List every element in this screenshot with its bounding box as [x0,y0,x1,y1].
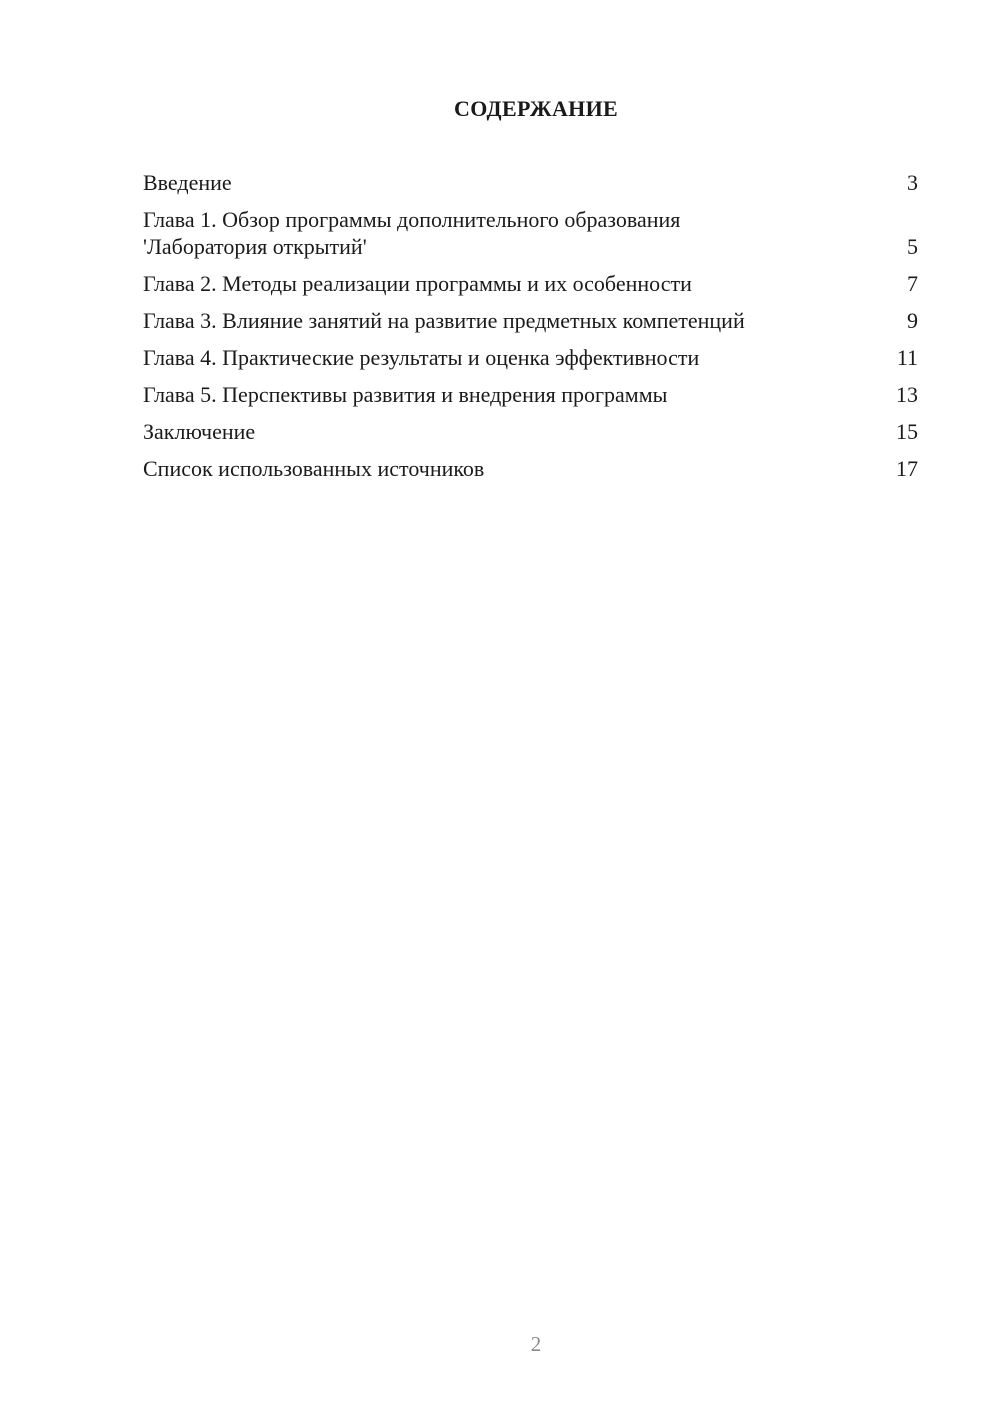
toc-entry-label: Список использованных источников [143,455,485,481]
toc-title: СОДЕРЖАНИЕ [454,96,618,121]
toc-entry-page: 5 [907,233,918,259]
toc-entry-page: 17 [896,455,918,481]
toc-entry-label: Глава 5. Перспективы развития и внедрения программы [143,381,668,407]
toc-entry-label: Глава 4. Практические результаты и оценка эффективности [143,344,700,370]
page-number: 2 [530,1332,542,1356]
toc-entry-introduction [143,170,918,197]
toc-entry-page: 13 [896,381,918,407]
toc-entry-label: Глава 1. Обзор программы дополнительного образования 'Лаборатория открытий' [143,207,681,259]
toc-entry-page: 3 [907,170,918,195]
toc-entry-chapter-3 [143,308,918,335]
toc-entry-label: Глава 3. Влияние занятий на развитие предметных компетенций [143,307,745,333]
toc-entry-label: Глава 2. Методы реализации программы и их особенности [143,270,692,296]
toc-entry-chapter-1 [143,207,918,260]
toc-entry-references [143,456,918,483]
toc-entry-chapter-5 [143,382,918,409]
toc-entry-page: 9 [907,307,918,333]
toc-entry-label: Введение [143,170,232,195]
toc-entry-conclusion [143,419,918,446]
toc-entry-page: 11 [896,344,918,370]
toc-entry-chapter-4 [143,345,918,372]
table-of-contents [143,170,918,493]
toc-entry-page: 7 [907,270,918,296]
toc-entry-chapter-2 [143,271,918,298]
toc-entry-label: Заключение [143,418,256,444]
toc-entry-page: 15 [896,418,918,444]
